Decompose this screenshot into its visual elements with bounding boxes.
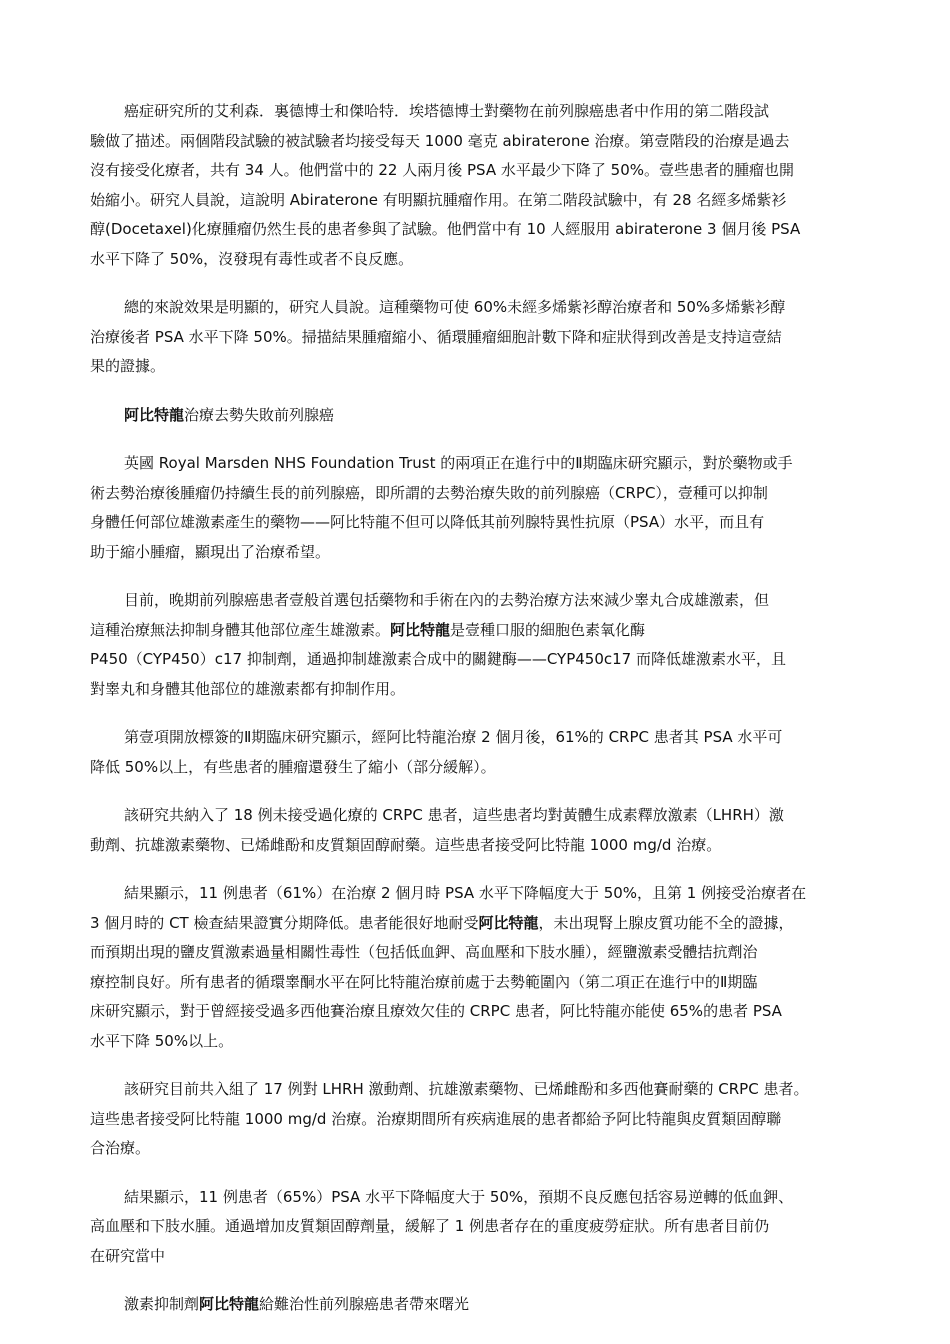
bold-drug-name: 阿比特龍	[390, 620, 451, 639]
text-line: 治療後者 PSA 水平下降 50%。掃描結果腫瘤縮小、循環腫瘤細胞計數下降和症狀得到改善是支持這壹結	[90, 327, 782, 346]
text-line: 癌症研究所的艾利森．裏德博士和傑哈特．埃塔德博士對藥物在前列腺癌患者中作用的第二階段試	[124, 102, 770, 120]
text-line	[90, 909, 870, 939]
text-line: 在研究當中	[90, 1246, 166, 1265]
paragraph-study-enrollment	[90, 801, 870, 860]
text-line: 結果顯示，11 例患者（65%）PSA 水平下降幅度大于 50%，預期不良反應包括容易逆轉的低血鉀、	[124, 1187, 794, 1206]
heading-bold-drug-name: 阿比特龍	[124, 405, 185, 424]
section-heading-crpc	[90, 401, 870, 431]
paragraph-results-2	[90, 1183, 870, 1272]
text-line: 合治療。	[90, 1139, 151, 1157]
text-line: 醇(Docetaxel)化療腫瘤仍然生長的患者參與了試驗。他們當中有 10 人經服用 abiraterone 3 個月後 PSA	[90, 220, 801, 238]
text-segment: 3 個月時的 CT 檢查結果證實分期降低。患者能很好地耐受	[90, 913, 479, 932]
paragraph-phase2-trial	[90, 97, 870, 274]
text-line: 療控制良好。所有患者的循環睾酮水平在阿比特龍治療前處于去勢範圍內（第二項正在進行中的Ⅱ期臨	[90, 972, 758, 991]
text-line: 該研究共納入了 18 例未接受過化療的 CRPC 患者，這些患者均對黃體生成素釋放激素（LHRH）激	[124, 806, 784, 824]
text-line: 總的來說效果是明顯的，研究人員說。這種藥物可使 60%未經多烯紫衫醇治療者和 50%多烯紫衫醇	[124, 298, 786, 316]
text-line: 水平下降了 50%，沒發現有毒性或者不良反應。	[90, 249, 414, 268]
text-line: 第壹項開放標簽的Ⅱ期臨床研究顯示，經阿比特龍治療 2 個月後，61%的 CRPC 患者其 PSA 水平可	[124, 728, 783, 746]
text-line: 目前，晚期前列腺癌患者壹般首選包括藥物和手術在內的去勢治療方法來減少睾丸合成雄激素，但	[124, 591, 770, 609]
text-line: 水平下降 50%以上。	[90, 1031, 234, 1050]
paragraph-second-study	[90, 1075, 870, 1164]
text-line: 英國 Royal Marsden NHS Foundation Trust 的兩項正在進行中的Ⅱ期臨床研究顯示，對於藥物或手	[124, 454, 793, 472]
heading-text: 激素抑制劑	[124, 1295, 200, 1313]
text-segment: ，未出現腎上腺皮質功能不全的證據，	[538, 913, 794, 932]
paragraph-results-1	[90, 879, 870, 1056]
text-line: 對睾丸和身體其他部位的雄激素都有抑制作用。	[90, 679, 406, 698]
text-line: 而預期出現的鹽皮質激素過量相關性毒性（包括低血鉀、高血壓和下肢水腫），經鹽激素受體拮抗劑治	[90, 943, 758, 961]
text-line: 降低 50%以上，有些患者的腫瘤還發生了縮小（部分緩解）。	[90, 757, 496, 776]
text-line: 驗做了描述。兩個階段試驗的被試驗者均接受每天 1000 毫克 abiraterone 治療。第壹階段的治療是過去	[90, 131, 790, 150]
text-line: P450（CYP450）c17 抑制劑，通過抑制雄激素合成中的關鍵酶——CYP450c17 而降低雄激素水平，且	[90, 650, 786, 668]
heading-text: 治療去勢失敗前列腺癌	[184, 405, 335, 424]
document-page	[90, 97, 870, 1339]
heading-bold-drug-name: 阿比特龍	[199, 1295, 260, 1313]
heading-text: 給難治性前列腺癌患者帶來曙光	[259, 1295, 470, 1313]
paragraph-first-study	[90, 723, 870, 782]
text-line: 始縮小。研究人員說，這說明 Abiraterone 有明顯抗腫瘤作用。在第二階段試驗中，有 28 名經多烯紫衫	[90, 190, 787, 209]
text-segment: 這種治療無法抑制身體其他部位產生雄激素。	[90, 620, 391, 639]
text-line: 身體任何部位雄激素產生的藥物——阿比特龍不但可以降低其前列腺特異性抗原（PSA）水平，而且有	[90, 513, 765, 531]
text-line	[90, 616, 870, 646]
text-segment: 是壹種口服的細胞色素氧化酶	[450, 620, 646, 639]
text-line: 助于縮小腫瘤，顯現出了治療希望。	[90, 542, 331, 561]
bold-drug-name: 阿比特龍	[478, 913, 539, 932]
text-line: 該研究目前共入組了 17 例對 LHRH 激動劑、抗雄激素藥物、已烯雌酚和多西他賽耐藥的 CRPC 患者。	[124, 1080, 809, 1098]
text-line: 動劑、抗雄激素藥物、已烯雌酚和皮質類固醇耐藥。這些患者接受阿比特龍 1000 mg/d 治療。	[90, 835, 722, 854]
paragraph-summary	[90, 293, 870, 382]
text-line: 高血壓和下肢水腫。通過增加皮質類固醇劑量，緩解了 1 例患者存在的重度疲勞症狀。所有患者目前仍	[90, 1217, 770, 1235]
text-line: 術去勢治療後腫瘤仍持續生長的前列腺癌，即所謂的去勢治療失敗的前列腺癌（CRPC），壹種可以抑制	[90, 483, 768, 502]
text-line: 結果顯示，11 例患者（61%）在治療 2 個月時 PSA 水平下降幅度大于 50%，且第 1 例接受治療者在	[124, 884, 807, 902]
paragraph-royal-marsden	[90, 449, 870, 567]
text-line: 果的證據。	[90, 357, 166, 375]
text-line: 床研究顯示，對于曾經接受過多西他賽治療且療效欠佳的 CRPC 患者，阿比特龍亦能使 65%的患者 PSA	[90, 1002, 782, 1020]
text-line: 這些患者接受阿比特龍 1000 mg/d 治療。治療期間所有疾病進展的患者都給予阿比特龍與皮質類固醇聯	[90, 1109, 782, 1128]
text-line: 沒有接受化療者，共有 34 人。他們當中的 22 人兩月後 PSA 水平最少下降了 50%。壹些患者的腫瘤也開	[90, 161, 795, 179]
section-heading-hope	[90, 1290, 870, 1320]
paragraph-castration-therapy	[90, 586, 870, 704]
